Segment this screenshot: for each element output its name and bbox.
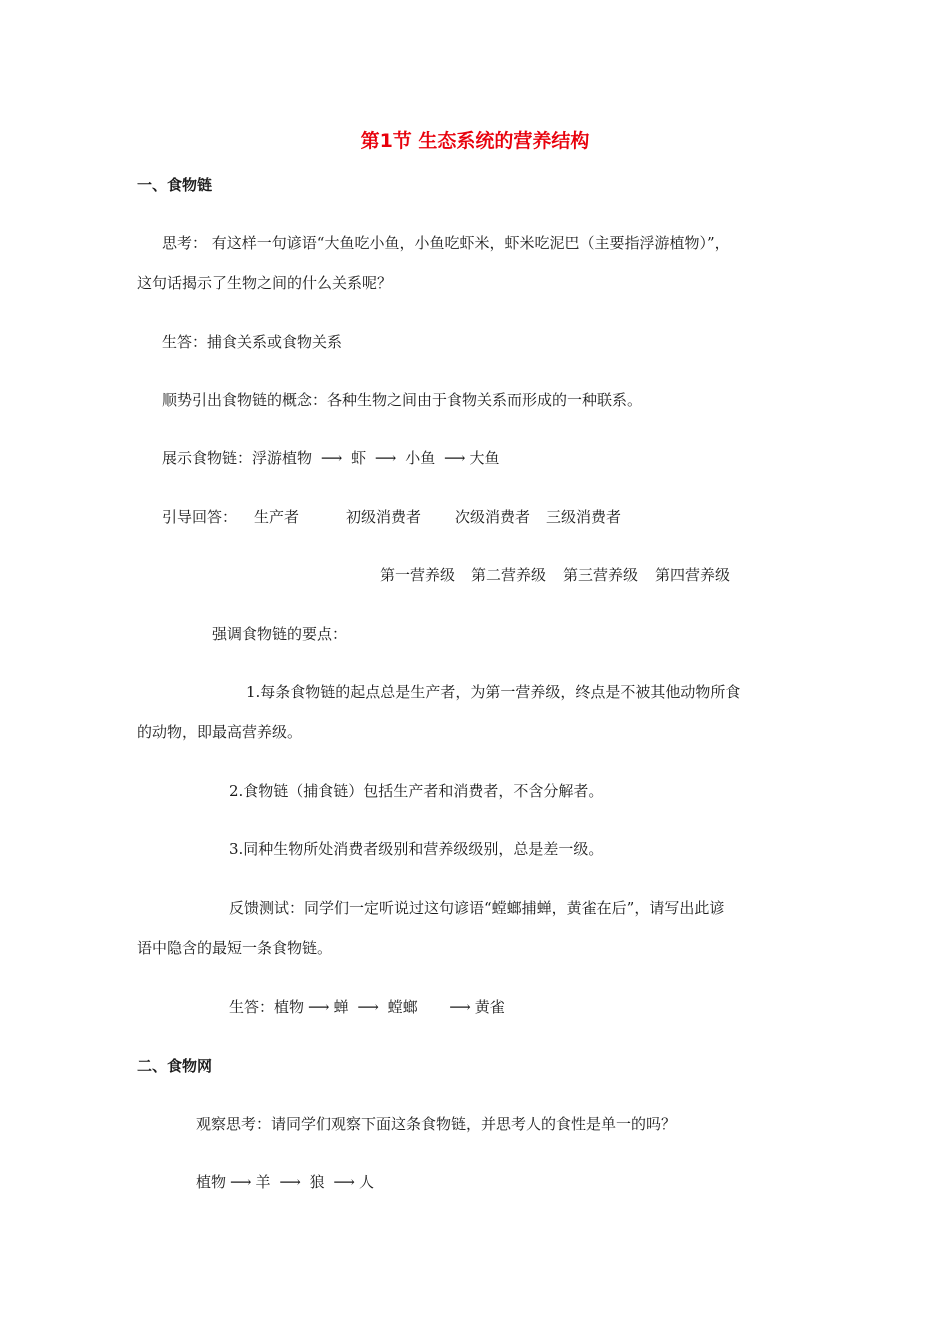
chain-organism: 人 <box>358 1173 374 1191</box>
chain-organism: 植物 <box>196 1173 227 1191</box>
chain-organism: 大鱼 <box>469 449 500 467</box>
point1-line1: 1.每条食物链的起点总是生产者，为第一营养级，终点是不被其他动物所食 <box>246 683 741 701</box>
chain-organism: 羊 <box>255 1173 271 1191</box>
chain-organism: 植物 <box>274 998 305 1016</box>
consumer-role: 生产者 <box>254 508 300 526</box>
arrow-icon: ⟶ <box>230 1173 252 1191</box>
chain-organism: 虾 <box>351 449 367 467</box>
point3: 3.同种生物所处消费者级别和营养级级别，总是差一级。 <box>229 840 604 858</box>
arrow-icon: ⟶ <box>357 998 379 1016</box>
food-chain-example <box>162 448 500 468</box>
observe-question: 观察思考：请同学们观察下面这条食物链，并思考人的食性是单一的吗？ <box>196 1115 677 1133</box>
arrow-icon: ⟶ <box>374 449 397 467</box>
food-web-chain <box>196 1172 374 1192</box>
feedback-line1: 反馈测试：同学们一定听说过这句谚语“螳螂捕蝉，黄雀在后”，请写出此谚 <box>229 899 725 917</box>
emphasis-heading: 强调食物链的要点： <box>212 625 348 643</box>
feedback-line2: 语中隐含的最短一条食物链。 <box>137 939 333 957</box>
section-heading-food-web: 二、食物网 <box>137 1057 213 1075</box>
concept-definition: 顺势引出食物链的概念：各种生物之间由于食物关系而形成的一种联系。 <box>162 391 643 409</box>
chain-organism: 浮游植物 <box>252 449 313 467</box>
arrow-icon: ⟶ <box>320 449 343 467</box>
answer-prefix: 生答： <box>229 998 275 1016</box>
think-question-line1: 思考： 有这样一句谚语“大鱼吃小鱼，小鱼吃虾米，虾米吃泥巴（主要指浮游植物）”， <box>162 234 730 252</box>
point2: 2.食物链（捕食链）包括生产者和消费者，不含分解者。 <box>229 782 604 800</box>
consumer-role: 初级消费者 <box>346 508 422 526</box>
arrow-icon: ⟶ <box>444 449 466 467</box>
chain-organism: 黄雀 <box>474 998 505 1016</box>
trophic-level: 第三营养级 <box>563 566 639 584</box>
arrow-icon: ⟶ <box>333 1173 355 1191</box>
trophic-level: 第一营养级 <box>380 566 456 584</box>
guide-prefix: 引导回答： <box>162 508 238 526</box>
student-answer: 生答：捕食关系或食物关系 <box>162 333 343 351</box>
arrow-icon: ⟶ <box>308 998 330 1016</box>
consumer-role: 次级消费者 <box>455 508 531 526</box>
chain-prefix: 展示食物链： <box>162 449 253 467</box>
arrow-icon: ⟶ <box>449 998 471 1016</box>
point1-line2: 的动物，即最高营养级。 <box>137 723 303 741</box>
page-title: 第1节 生态系统的营养结构 <box>360 130 590 152</box>
chain-organism: 螳螂 <box>387 998 418 1016</box>
consumer-role: 三级消费者 <box>546 508 622 526</box>
trophic-level: 第四营养级 <box>655 566 731 584</box>
guide-answer <box>162 507 237 527</box>
chain-organism: 狼 <box>309 1173 325 1191</box>
chain-organism: 蝉 <box>333 998 349 1016</box>
think-question-line2: 这句话揭示了生物之间的什么关系呢？ <box>137 274 393 292</box>
trophic-level: 第二营养级 <box>471 566 547 584</box>
answer-chain <box>229 997 505 1017</box>
section-heading-food-chain: 一、食物链 <box>137 176 213 194</box>
chain-organism: 小鱼 <box>405 449 436 467</box>
arrow-icon: ⟶ <box>279 1173 301 1191</box>
